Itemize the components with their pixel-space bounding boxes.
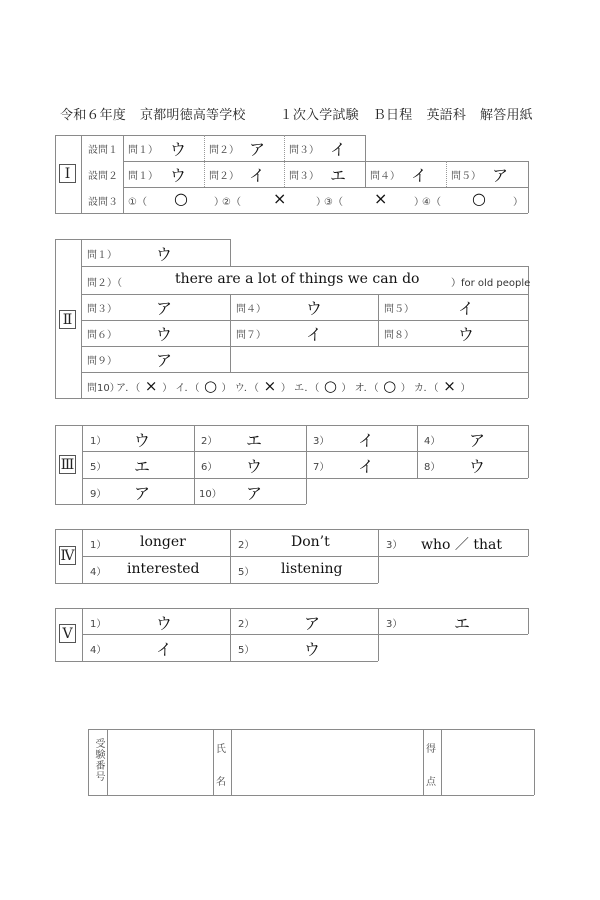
- score-label-1: 得: [426, 744, 436, 755]
- s2-q2-suffix: ）for old people: [451, 278, 531, 289]
- s2-q1-answer: ウ: [156, 245, 173, 264]
- q10-close-a: ）: [162, 383, 173, 394]
- s2-q3-answer: ア: [156, 299, 173, 318]
- s1-q3-4-close: ）: [513, 197, 523, 208]
- s1-q3-4-answer: ○: [472, 189, 486, 208]
- s1-q2-4-num: 問４）: [370, 171, 400, 182]
- s1-q3-2-close: ）: [316, 197, 326, 208]
- s3-5-answer: エ: [134, 457, 151, 476]
- s5-3-num: 3）: [386, 619, 403, 630]
- s4-5-num: 5）: [238, 567, 255, 578]
- s3-3-answer: イ: [358, 431, 375, 450]
- s4-2-num: 2）: [238, 540, 255, 551]
- s1-q3-3-answer: ×: [374, 189, 388, 208]
- name-field[interactable]: [232, 730, 422, 794]
- s2-q10-items: [116, 377, 470, 395]
- s3-4-answer: ア: [469, 431, 486, 450]
- section-5-label: Ⅴ: [59, 624, 76, 643]
- s3-9-answer: ア: [134, 484, 151, 503]
- s1-q2-2-answer: イ: [249, 166, 266, 185]
- s1-q2-3-num: 問３）: [289, 171, 319, 182]
- s2-q8-num: 問８）: [384, 330, 414, 341]
- s5-2-answer: ア: [304, 614, 321, 633]
- section-2-label: Ⅱ: [59, 310, 76, 329]
- s5-5-answer: ウ: [304, 640, 321, 659]
- s2-q7-answer: イ: [306, 325, 323, 344]
- title-schedule: Ｂ日程: [372, 108, 413, 123]
- s3-5-num: 5）: [90, 462, 107, 473]
- s3-10-num: 10）: [199, 489, 222, 500]
- s1-q3-3-num: ③（: [324, 197, 343, 208]
- exam-number-label: 受験番号: [93, 738, 104, 782]
- s4-1-answer: longer: [140, 534, 186, 550]
- s1-q2-1-num: 問１）: [128, 171, 158, 182]
- q10-answer-a: ×: [144, 377, 158, 395]
- s3-9-num: 9）: [90, 489, 107, 500]
- q10-close-u: ）: [280, 383, 291, 394]
- s5-5-num: 5）: [238, 645, 255, 656]
- q10-answer-ka: ×: [443, 377, 456, 395]
- s3-10-answer: ア: [246, 484, 263, 503]
- s1-q2-2-num: 問２）: [209, 171, 239, 182]
- s4-5-answer: listening: [281, 561, 343, 577]
- s4-2-answer: Don’t: [291, 534, 330, 550]
- s1-q1-2-num: 問２）: [209, 145, 239, 156]
- s1-q2-1-answer: ウ: [170, 166, 187, 185]
- s1-q3-1-answer: ○: [174, 189, 188, 208]
- s1-q3-2-num: ②（: [222, 197, 241, 208]
- q3-label: 設問３: [88, 197, 118, 208]
- s2-q6-answer: ウ: [156, 325, 173, 344]
- s2-q5-num: 問５）: [384, 304, 414, 315]
- s1-q2-5-answer: ア: [492, 166, 509, 185]
- q10-key-e: エ．（: [294, 383, 320, 394]
- q10-close-i: ）: [221, 383, 232, 394]
- section-3-label: Ⅲ: [60, 457, 75, 473]
- s2-q6-num: 問６）: [87, 330, 117, 341]
- s5-1-num: 1）: [90, 619, 107, 630]
- s1-q2-3-answer: エ: [330, 166, 347, 185]
- s4-3-num: 3）: [386, 540, 403, 551]
- s2-q2-num: 問２）（: [87, 278, 122, 289]
- sheet-title: [60, 104, 540, 123]
- s3-4-num: 4）: [424, 436, 441, 447]
- s1-q1-2-answer: ア: [249, 140, 266, 159]
- s2-q1-num: 問１）: [87, 250, 117, 261]
- s1-q3-3-close: ）: [414, 197, 424, 208]
- s5-3-answer: エ: [454, 614, 471, 633]
- s3-8-answer: ウ: [469, 457, 486, 476]
- s1-q3-1-num: ①（: [128, 197, 147, 208]
- s3-1-answer: ウ: [134, 431, 151, 450]
- exam-number-field[interactable]: [108, 730, 212, 794]
- s3-3-num: 3）: [313, 436, 330, 447]
- s2-q8-answer: ウ: [458, 325, 475, 344]
- s4-3-answer: who ／ that: [421, 537, 502, 553]
- s5-1-answer: ウ: [156, 614, 173, 633]
- s3-2-num: 2）: [201, 436, 218, 447]
- s1-q3-4-num: ④（: [422, 197, 441, 208]
- s1-q3-1-close: ）: [214, 197, 224, 208]
- s2-q2-answer: there are a lot of things we can do: [175, 271, 420, 287]
- q10-close-ka: ）: [460, 383, 471, 394]
- q10-answer-o: ○: [383, 377, 397, 395]
- s3-6-answer: ウ: [246, 457, 263, 476]
- s2-q5-answer: イ: [458, 299, 475, 318]
- q10-answer-i: ○: [203, 377, 218, 395]
- s3-2-answer: エ: [246, 431, 263, 450]
- q10-key-i: イ．（: [175, 383, 200, 394]
- title-school: 京都明徳高等学校: [140, 108, 246, 123]
- q10-key-a: ア．（: [116, 383, 141, 394]
- s3-1-num: 1）: [90, 436, 107, 447]
- s2-q7-num: 問７）: [236, 330, 266, 341]
- s4-4-answer: interested: [127, 561, 200, 577]
- s3-8-num: 8）: [424, 462, 441, 473]
- s5-4-answer: イ: [156, 640, 173, 659]
- s1-q1-1-num: 問１）: [128, 145, 158, 156]
- s2-q9-answer: ア: [156, 351, 173, 370]
- s3-6-num: 6）: [201, 462, 218, 473]
- name-label-1: 氏: [216, 744, 226, 755]
- score-label-2: 点: [426, 777, 436, 788]
- q10-answer-u: ×: [263, 377, 277, 395]
- s2-q10-num: 問10）: [87, 383, 120, 394]
- s1-q1-3-num: 問３）: [289, 145, 319, 156]
- q10-close-o: ）: [400, 383, 411, 394]
- s4-1-num: 1）: [90, 540, 107, 551]
- score-field[interactable]: [442, 730, 533, 794]
- q10-close-e: ）: [341, 383, 352, 394]
- s2-q3-num: 問３）: [87, 304, 117, 315]
- q2-label: 設問２: [88, 171, 118, 182]
- q10-key-o: オ．（: [354, 383, 379, 394]
- q10-answer-e: ○: [323, 377, 337, 395]
- s5-2-num: 2）: [238, 619, 255, 630]
- s2-q4-num: 問４）: [236, 304, 266, 315]
- section-4-label: Ⅳ: [60, 548, 75, 564]
- s5-4-num: 4）: [90, 645, 107, 656]
- s1-q2-5-num: 問５）: [451, 171, 481, 182]
- s4-4-num: 4）: [90, 567, 107, 578]
- s1-q2-4-answer: イ: [411, 166, 428, 185]
- s2-q9-num: 問９）: [87, 356, 117, 367]
- s1-q1-3-answer: イ: [330, 140, 347, 159]
- title-year: 令和６年度: [60, 108, 127, 123]
- name-label-2: 名: [216, 777, 226, 788]
- q10-key-u: ウ．（: [234, 383, 259, 394]
- s1-q3-2-answer: ×: [273, 189, 287, 208]
- s1-q1-1-answer: ウ: [170, 140, 187, 159]
- s3-7-num: 7）: [313, 462, 330, 473]
- title-subject: 英語科: [426, 108, 467, 123]
- q1-label: 設問１: [88, 145, 118, 156]
- title-exam: １次入学試験: [279, 108, 359, 123]
- q10-key-ka: カ．（: [413, 383, 439, 394]
- section-1-label: Ⅰ: [59, 164, 76, 183]
- s3-7-answer: イ: [358, 457, 375, 476]
- title-sheet: 解答用紙: [480, 108, 533, 123]
- s2-q4-answer: ウ: [306, 299, 323, 318]
